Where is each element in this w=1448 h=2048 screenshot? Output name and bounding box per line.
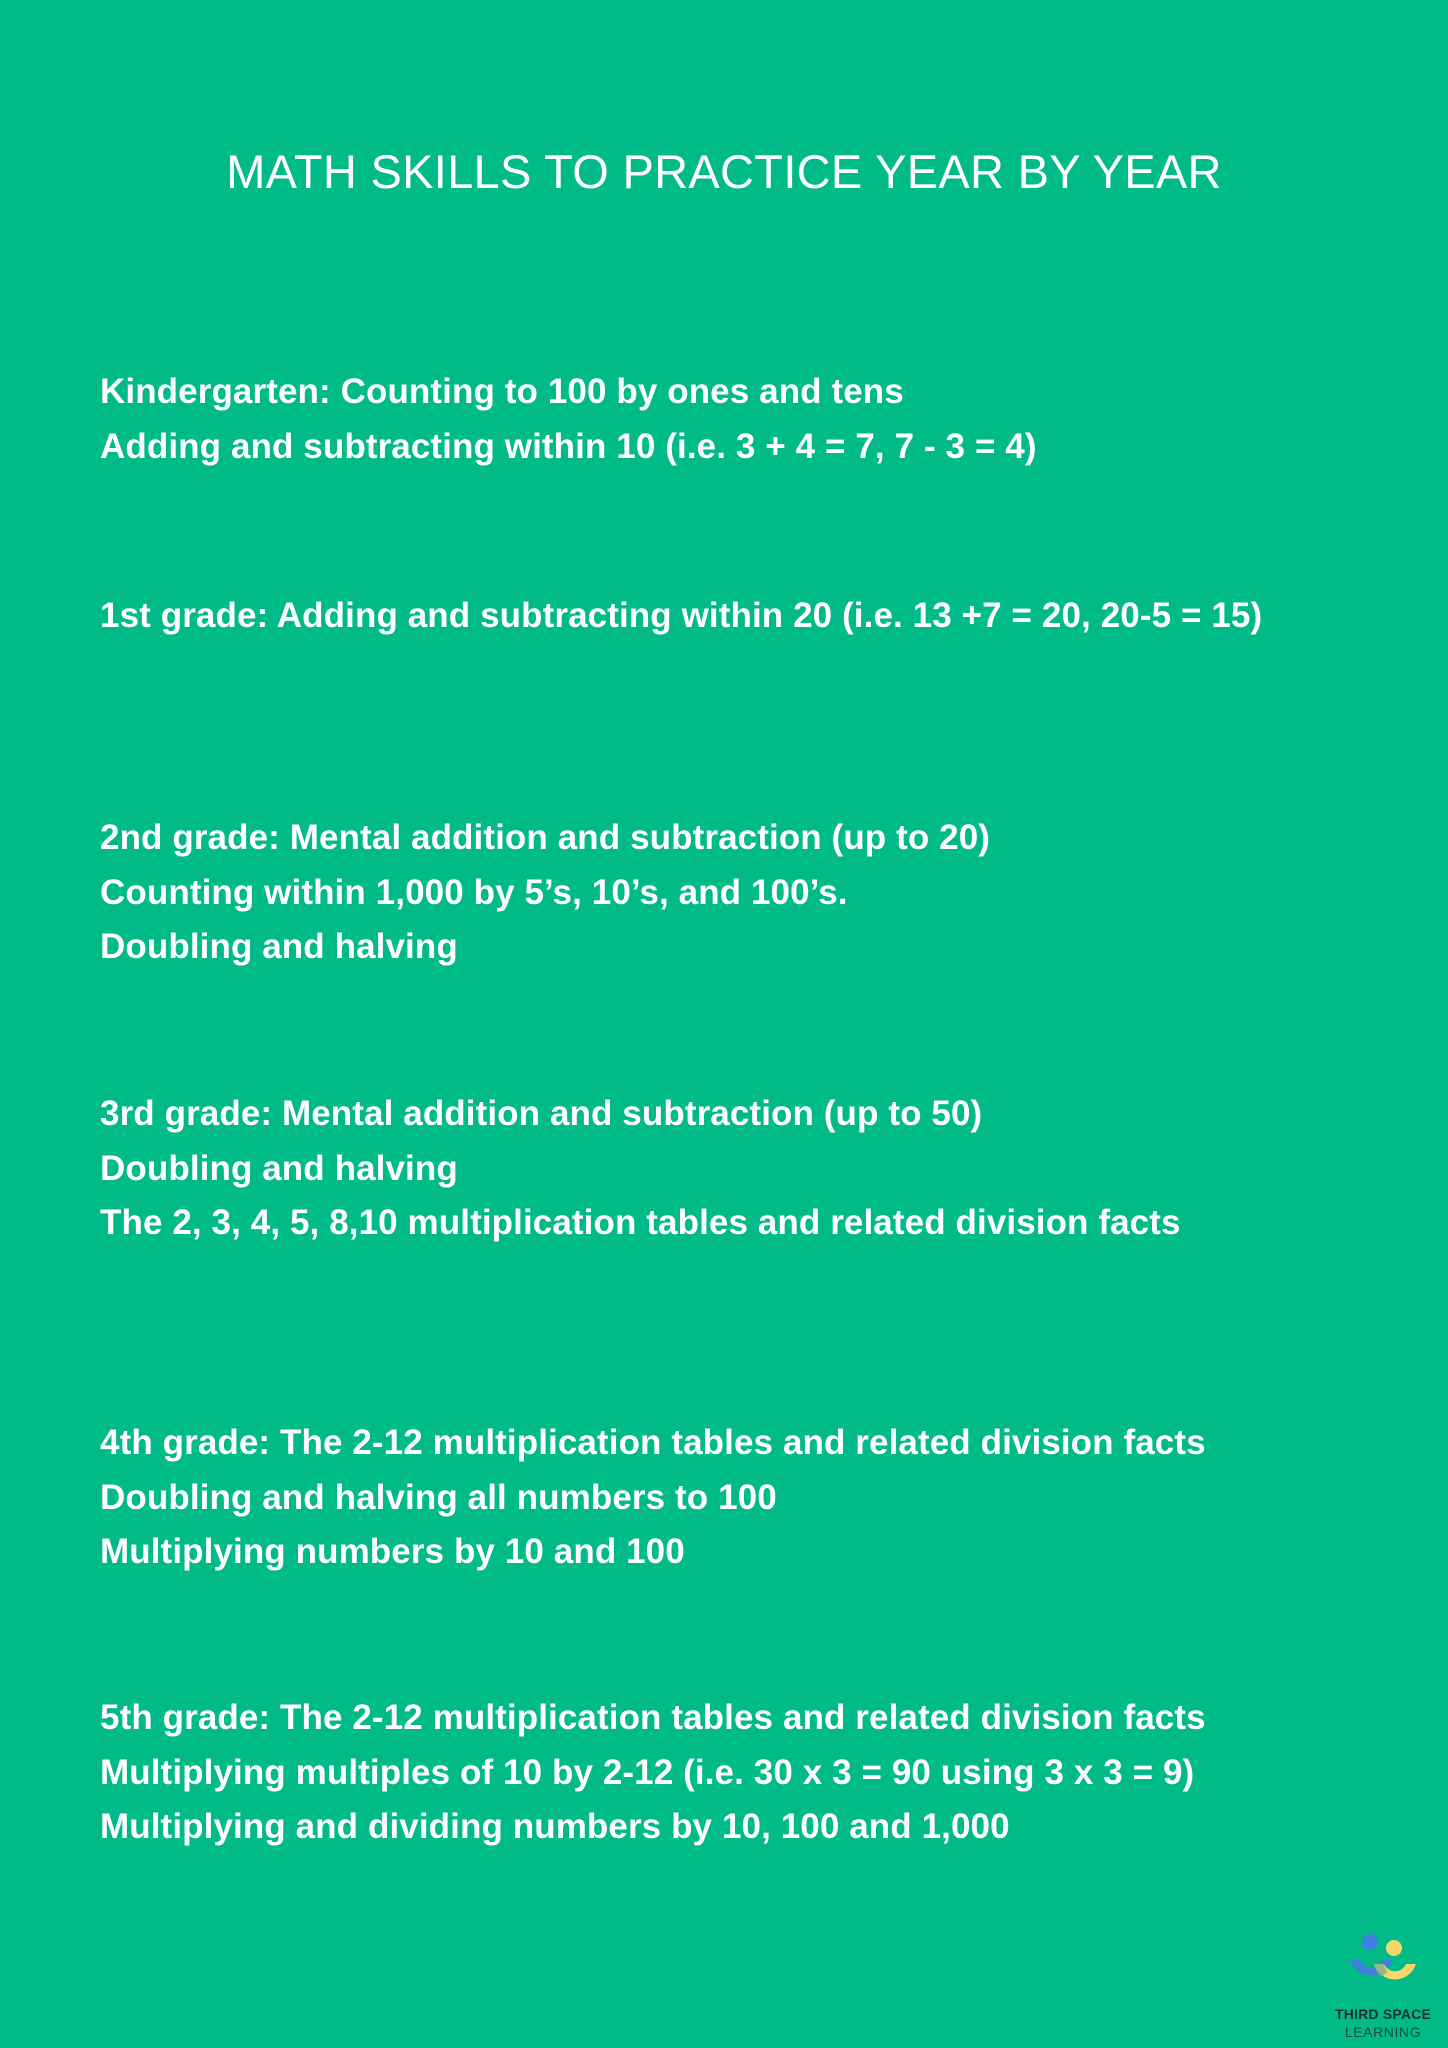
skill-line: 1st grade: Adding and subtracting within 20 (i.e. 13 +7 = 20, 20-5 = 15) [100, 596, 1263, 635]
section-4th-grade [100, 1416, 1400, 1580]
logo-text-third-space: THIRD SPACE [1334, 2006, 1432, 2022]
section-2nd-grade [100, 811, 1400, 975]
skill-line: Doubling and halving all numbers to 100 [100, 1477, 777, 1517]
skill-line: Multiplying multiples of 10 by 2-12 (i.e. 30 x 3 = 90 using 3 x 3 = 9) [100, 1752, 1195, 1792]
skill-line: Counting within 1,000 by 5’s, 10’s, and 100’s. [100, 872, 848, 912]
third-space-learning-logo [1318, 1930, 1448, 2040]
section-3rd-grade [100, 1087, 1400, 1251]
section-kindergarten [100, 365, 1400, 474]
skill-line: Kindergarten: Counting to 100 by ones and tens [100, 372, 904, 411]
skill-line: The 2, 3, 4, 5, 8,10 multiplication tables and related division facts [100, 1203, 1181, 1242]
skill-line: Multiplying numbers by 10 and 100 [100, 1532, 685, 1571]
skill-line: 4th grade: The 2-12 multiplication tables and related division facts [100, 1423, 1206, 1462]
skill-line: 5th grade: The 2-12 multiplication tables and related division facts [100, 1698, 1206, 1737]
skill-line: Adding and subtracting within 10 (i.e. 3 + 4 = 7, 7 - 3 = 4) [100, 426, 1037, 466]
section-5th-grade [100, 1691, 1400, 1855]
third-space-learning-logo-icon [1348, 1930, 1418, 2002]
page-title: MATH SKILLS TO PRACTICE YEAR BY YEAR [226, 145, 1222, 198]
skill-line: Doubling and halving [100, 927, 458, 966]
section-1st-grade [100, 589, 1400, 644]
skill-line: Multiplying and dividing numbers by 10, 100 and 1,000 [100, 1807, 1010, 1846]
skill-line: Doubling and halving [100, 1148, 458, 1188]
skill-line: 2nd grade: Mental addition and subtraction (up to 20) [100, 818, 991, 857]
skill-line: 3rd grade: Mental addition and subtraction (up to 50) [100, 1094, 983, 1133]
logo-text-learning: LEARNING [1344, 2024, 1422, 2040]
